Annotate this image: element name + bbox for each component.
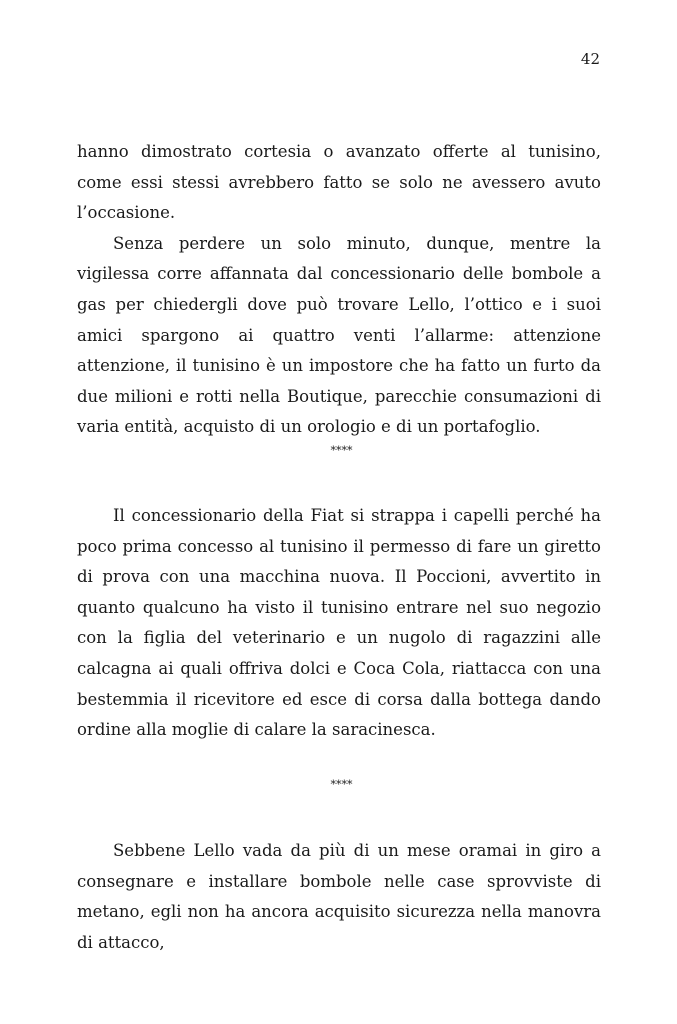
paragraph: Sebbene Lello vada da più di un mese oramai in giro a consegnare e installare bombole nelle case sprovviste di metano, egli non ha ancora acquisito sicurezza nella manovra di attacco, xyxy=(77,841,601,952)
text-block-3 xyxy=(77,836,601,958)
page-number: 42 xyxy=(580,50,600,68)
text-block-2 xyxy=(77,501,601,746)
paragraph: hanno dimostrato cortesia o avanzato offerte al tunisino, come essi stessi avrebbero fatto se solo ne avessero avuto l’occasione. xyxy=(77,142,601,223)
paragraph: Senza perdere un solo minuto, dunque, mentre la vigilessa corre affannata dal concessionario delle bombole a gas per chiedergli dove può trovare Lello, l’ottico e i suoi amici spargono ai quattro venti l’allarme: attenzione attenzione, il tunisino è un impostore che ha fatto un furto da due milioni e rotti nella Boutique, parecchie consumazioni di varia entità, acquisto di un orologio e di un portafoglio. xyxy=(77,233,601,437)
paragraph: Il concessionario della Fiat si strappa i capelli perché ha poco prima concesso al tunisino il permesso di fare un giretto di prova con una macchina nuova. Il Poccioni, avvertito in quanto qualcuno ha visto il tunisino entrare nel suo negozio con la figlia del veterinario e un nugolo di ragazzini alle calcagna ai quali offriva dolci e Coca Cola, riattacca con una bestemmia il ricevitore ed esce di corsa dalla bottega dando ordine alla moglie di calare la saracinesca. xyxy=(77,506,601,740)
section-separator: **** xyxy=(330,778,353,791)
section-separator: **** xyxy=(330,444,353,457)
text-block-1 xyxy=(77,137,601,443)
